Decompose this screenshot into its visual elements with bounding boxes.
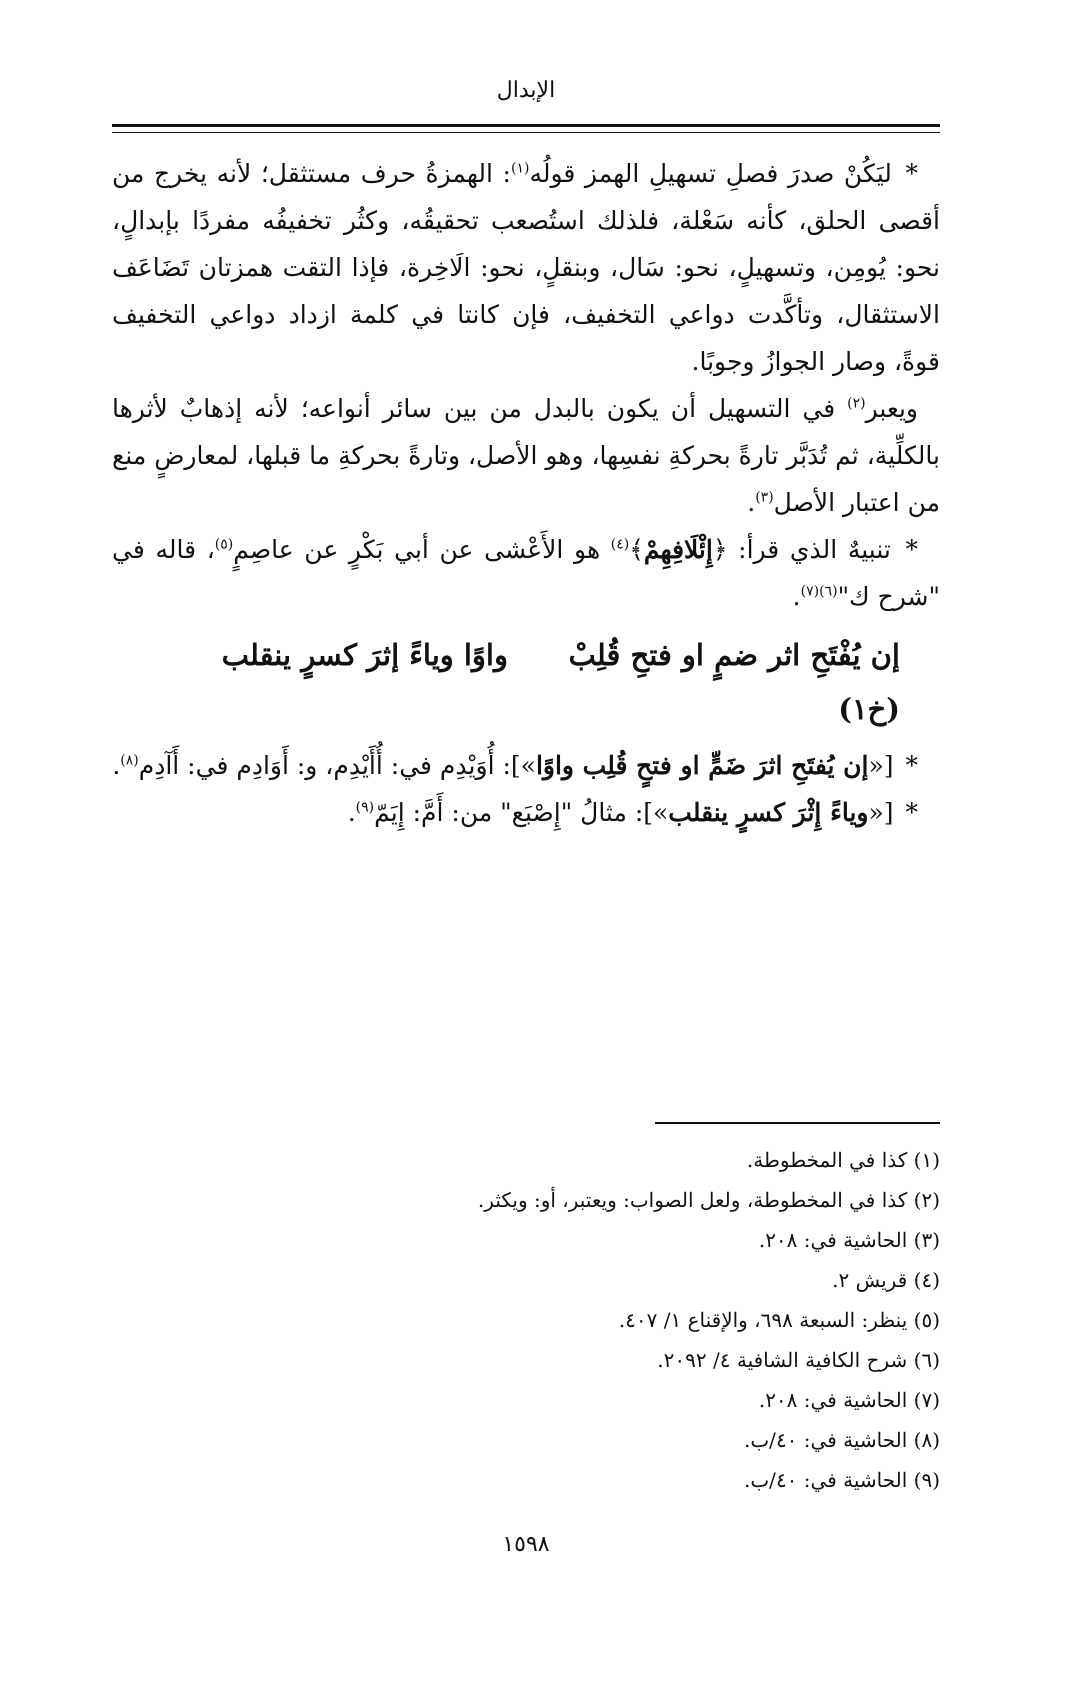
text-run: : الهمزةُ حرف مستثقل؛ لأنه يخرج من أقصى الحلق، كأنه سَعْلة، فلذلك استُصعب تحقيقُه، وكثُر تخفيفُه مفردًا بإبدالٍ، نحو: يُومِن، وتسهيلٍ، نحو: سَال، وبنقلٍ، نحو: الَاخِرة، فإذا التقت همزتان تَضَاعَف الاستثقال، وتأكَّدت دواعي التخفيف، فإن كانتا في كلمة ازداد دواعي التخفيف قوةً، وصار الجوازُ وجوبًا.	[112, 159, 940, 376]
footnote: (٩) الحاشية في: ٤٠/ب.	[744, 1468, 940, 1492]
paragraphs-after-verse	[112, 742, 940, 836]
text-run: [«	[868, 798, 894, 827]
text-run: .	[792, 582, 801, 611]
verse	[112, 628, 940, 736]
text-run: تنبيهٌ الذي قرأ: ﴿	[712, 535, 891, 564]
asterisk-marker: *	[905, 535, 918, 564]
footnote-ref: (٤)	[610, 536, 630, 553]
book-page	[112, 0, 940, 1698]
footnote: (٦) شرح الكافية الشافية ٤/ ٢٠٩٢.	[657, 1348, 940, 1372]
bold-text: وياءً إِثْرَ كسرٍ ينقلب	[668, 798, 869, 827]
paragraph	[112, 150, 940, 385]
text-run: في التسهيل أن يكون بالبدل من بين سائر أنواعه؛ لأنه إذهابٌ لأثرها بالكلِّية، ثم تُدَبَّر تارةً بحركةِ نفسِها، وهو الأصل، وتارةً بحركةِ ما قبلها، لمعارضٍ منع من اعتبار الأصل	[112, 394, 940, 517]
text-run: ليَكُنْ صدرَ فصلِ تسهيلِ الهمز قولُه	[529, 159, 892, 188]
footnote: (٥) ينظر: السبعة ٦٩٨، والإقناع ١/ ٤٠٧.	[618, 1308, 940, 1332]
asterisk-marker: *	[905, 159, 919, 188]
text-run: .	[347, 798, 356, 827]
bold-text: إن يُفتَحِ اثرَ ضَمٍّ او فتحٍ قُلِب واوًا	[535, 751, 869, 780]
asterisk-marker: *	[905, 798, 918, 827]
text-run: هو الأَعْشى عن أبي بَكْرٍ عن عاصِمٍ	[233, 535, 611, 564]
footnote-ref: (٥)	[214, 536, 234, 553]
page-number: ١٥٩٨	[502, 1532, 550, 1557]
text-run: »]: أُوَيْدِم في: أُأَيْدِم، و: أَوَادِم في: أَآدِم	[138, 751, 536, 780]
footnote-ref: (٢)	[847, 395, 866, 412]
footnote-ref: (٣)	[755, 489, 774, 506]
text-run: ويعبر	[865, 394, 918, 423]
footnote: (٨) الحاشية في: ٤٠/ب.	[744, 1428, 940, 1452]
text-run: ﴾	[629, 535, 644, 564]
footnote-ref: (٨)	[120, 752, 139, 769]
text-run: [«	[868, 751, 894, 780]
header-rule-thick	[112, 124, 940, 127]
verse-hemistich-left: واوًا وياءً إثرَ كسرٍ ينقلب	[221, 638, 508, 672]
paragraph	[112, 385, 940, 526]
body-text	[112, 150, 940, 836]
footnote-ref: (٩)	[355, 799, 375, 816]
text-run: .	[112, 751, 121, 780]
footnotes	[112, 1140, 940, 1500]
verse-code: (خ١)	[838, 692, 900, 726]
paragraph	[112, 526, 940, 620]
paragraph	[112, 789, 940, 836]
header-rule-thin	[112, 132, 940, 133]
running-head: الإبدال	[496, 78, 556, 103]
footnote-ref: (٦)(٧)	[800, 583, 838, 600]
footnote: (٢) كذا في المخطوطة، ولعل الصواب: ويعتبر، أو: ويكثر.	[477, 1188, 940, 1212]
footnote: (١) كذا في المخطوطة.	[746, 1148, 940, 1172]
footnote-separator	[655, 1122, 940, 1124]
footnote: (٣) الحاشية في: ٢٠٨.	[758, 1228, 940, 1252]
text-run: .	[747, 488, 756, 517]
bold-text: إِئْلَافِهِمْ	[643, 535, 713, 564]
footnote: (٤) قريش ٢.	[832, 1268, 940, 1292]
paragraphs-before-verse	[112, 150, 940, 620]
verse-hemistich-right: إن يُفْتَحِ اثر ضمٍ او فتحِ قُلِبْ	[568, 638, 900, 672]
text-run: ، قاله في "شرح ك"	[112, 535, 940, 611]
footnote-ref: (١)	[510, 160, 530, 177]
text-run: »]: مثالُ "إِصْبَع" من: أَمَّ: إِيَمّ	[374, 798, 669, 827]
paragraph	[112, 742, 940, 789]
footnote: (٧) الحاشية في: ٢٠٨.	[758, 1388, 940, 1412]
asterisk-marker: *	[905, 751, 918, 780]
